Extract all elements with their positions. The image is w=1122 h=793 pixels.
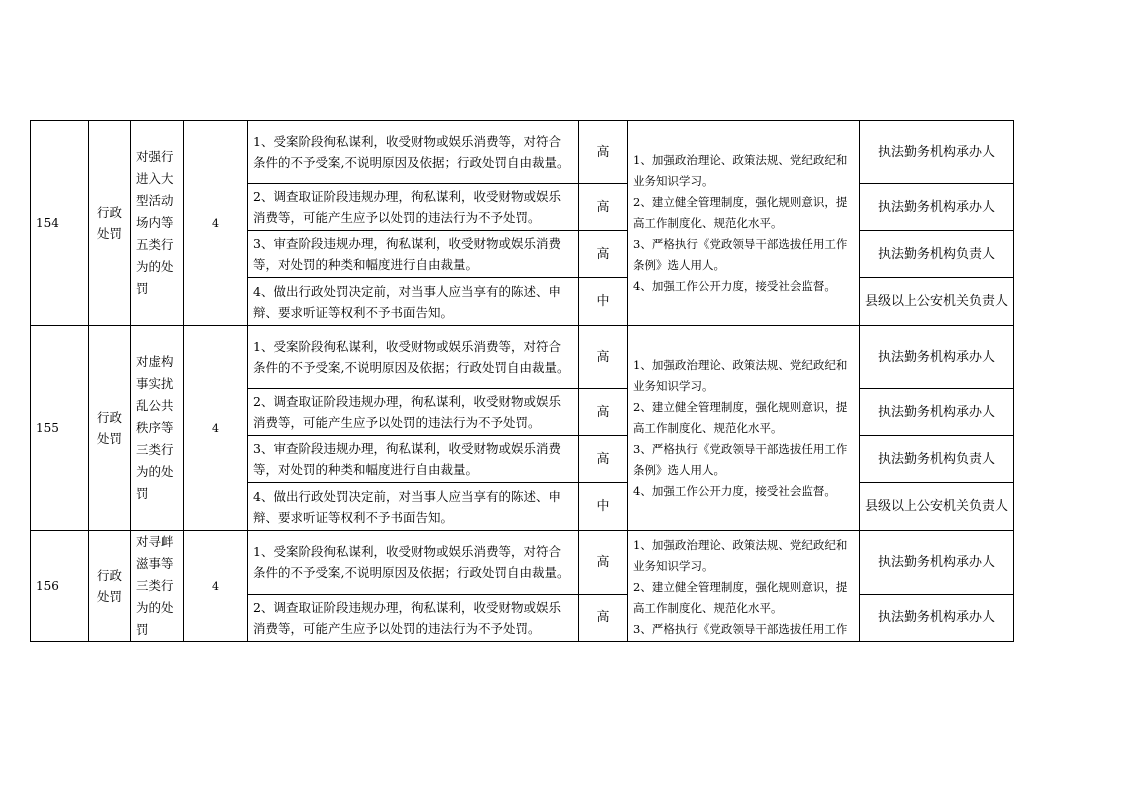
risk-point: 2、调查取证阶段违规办理，徇私谋利，收受财物或娱乐消费等，可能产生应予以处罚的违法行为不予处罚。 [248,389,579,436]
risk-count: 4 [184,326,248,531]
risk-level: 高 [579,231,628,278]
prevention-measures [628,121,860,326]
item-name: 对寻衅滋事等三类行为的处罚 [131,531,184,642]
measure-line: 3、严格执行《党政领导干部选拔任用工作 [633,621,848,636]
risk-count: 4 [184,531,248,642]
risk-point: 1、受案阶段徇私谋利，收受财物或娱乐消费等，对符合条件的不予受案,不说明原因及依据；行政处罚自由裁量。 [248,121,579,184]
responsible-person: 执法勤务机构承办人 [860,121,1014,184]
measure-line: 2、建立健全管理制度，强化规则意识，提高工作制度化、规范化水平。 [633,399,848,435]
measure-line: 4、加强工作公开力度，接受社会监督。 [633,278,836,293]
measure-line: 3、严格执行《党政领导干部选拔任用工作条例》选人用人。 [633,441,848,477]
risk-table [30,120,1014,642]
responsible-person: 执法勤务机构负责人 [860,231,1014,278]
responsible-person: 执法勤务机构承办人 [860,531,1014,595]
risk-point: 4、做出行政处罚决定前，对当事人应当享有的陈述、申辩、要求听证等权利不予书面告知。 [248,278,579,326]
risk-point: 1、受案阶段徇私谋利，收受财物或娱乐消费等，对符合条件的不予受案,不说明原因及依据；行政处罚自由裁量。 [248,326,579,389]
responsible-person: 执法勤务机构承办人 [860,184,1014,231]
risk-level: 高 [579,326,628,389]
responsible-person: 执法勤务机构负责人 [860,436,1014,483]
table-row [31,326,1014,389]
item-number: 156 [31,531,89,642]
prevention-measures [628,531,860,642]
item-number: 155 [31,326,89,531]
risk-level: 中 [579,483,628,531]
item-name: 对强行进入大型活动场内等五类行为的处罚 [131,121,184,326]
item-type: 行政处罚 [89,531,131,642]
measure-line: 2、建立健全管理制度，强化规则意识，提高工作制度化、规范化水平。 [633,194,848,230]
measure-line: 1、加强政治理论、政策法规、党纪政纪和业务知识学习。 [633,152,848,188]
risk-point: 1、受案阶段徇私谋利，收受财物或娱乐消费等，对符合条件的不予受案,不说明原因及依据；行政处罚自由裁量。 [248,531,579,595]
risk-point: 4、做出行政处罚决定前，对当事人应当享有的陈述、申辩、要求听证等权利不予书面告知。 [248,483,579,531]
risk-point: 3、审查阶段违规办理，徇私谋利，收受财物或娱乐消费等，对处罚的种类和幅度进行自由裁量。 [248,231,579,278]
risk-count: 4 [184,121,248,326]
measure-line: 2、建立健全管理制度，强化规则意识，提高工作制度化、规范化水平。 [633,579,848,615]
measure-line: 4、加强工作公开力度，接受社会监督。 [633,483,836,498]
risk-point: 2、调查取证阶段违规办理，徇私谋利，收受财物或娱乐消费等，可能产生应予以处罚的违法行为不予处罚。 [248,594,579,641]
risk-level: 高 [579,594,628,641]
item-name: 对虚构事实扰乱公共秩序等三类行为的处罚 [131,326,184,531]
risk-level: 高 [579,389,628,436]
risk-point: 2、调查取证阶段违规办理，徇私谋利，收受财物或娱乐消费等，可能产生应予以处罚的违法行为不予处罚。 [248,184,579,231]
table-row [31,531,1014,595]
measure-line: 1、加强政治理论、政策法规、党纪政纪和业务知识学习。 [633,537,848,573]
risk-level: 高 [579,121,628,184]
table-row [31,121,1014,184]
item-number: 154 [31,121,89,326]
responsible-person: 执法勤务机构承办人 [860,594,1014,641]
responsible-person: 执法勤务机构承办人 [860,326,1014,389]
risk-point: 3、审查阶段违规办理，徇私谋利，收受财物或娱乐消费等，对处罚的种类和幅度进行自由裁量。 [248,436,579,483]
responsible-person: 县级以上公安机关负责人 [860,278,1014,326]
prevention-measures [628,326,860,531]
measure-line: 1、加强政治理论、政策法规、党纪政纪和业务知识学习。 [633,357,848,393]
measure-line: 3、严格执行《党政领导干部选拔任用工作条例》选人用人。 [633,236,848,272]
risk-level: 高 [579,184,628,231]
item-type: 行政处罚 [89,121,131,326]
responsible-person: 执法勤务机构承办人 [860,389,1014,436]
item-type: 行政处罚 [89,326,131,531]
risk-level: 中 [579,278,628,326]
risk-level: 高 [579,436,628,483]
risk-level: 高 [579,531,628,595]
responsible-person: 县级以上公安机关负责人 [860,483,1014,531]
